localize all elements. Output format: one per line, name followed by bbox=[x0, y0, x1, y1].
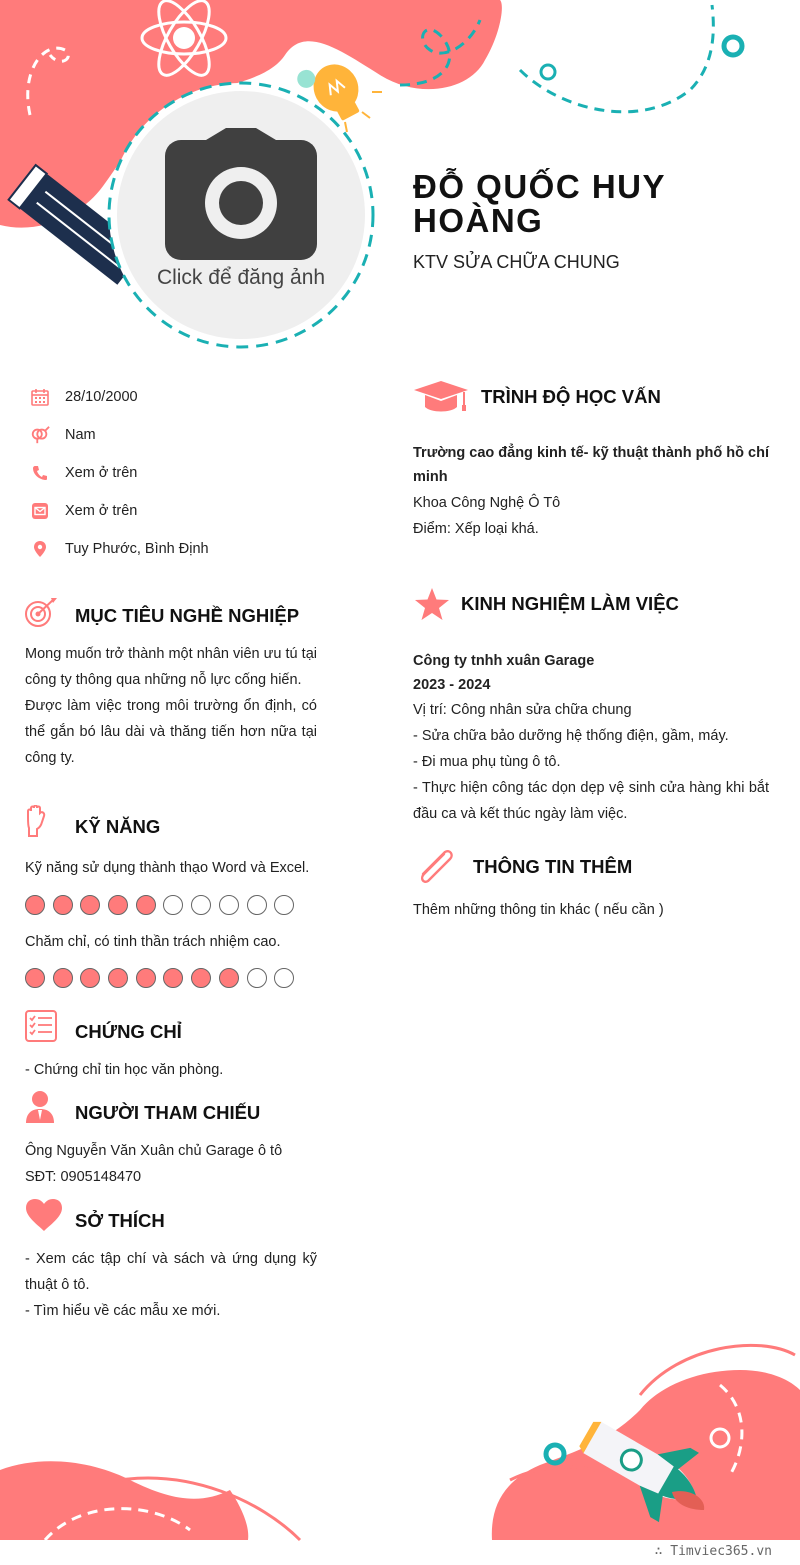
rating-dot-filled bbox=[25, 968, 45, 988]
email-value: Xem ở trên bbox=[65, 503, 138, 519]
rating-dot-filled bbox=[219, 968, 239, 988]
rating-dot-filled bbox=[108, 895, 128, 915]
certificates-text: - Chứng chỉ tin học văn phòng. bbox=[25, 1062, 224, 1078]
gender-value: Nam bbox=[65, 427, 96, 443]
hobby-line: - Xem các tập chí và sách và ứng dụng kỹ thuật ô tô. bbox=[25, 1251, 317, 1293]
address-row bbox=[30, 537, 330, 561]
location-pin-icon bbox=[30, 539, 50, 559]
grade: Điểm: Xếp loại khá. bbox=[413, 521, 539, 537]
gender-icon bbox=[30, 425, 50, 445]
additional-text: Thêm những thông tin khác ( nếu cần ) bbox=[413, 902, 664, 918]
hobbies-title: SỞ THÍCH bbox=[75, 1210, 165, 1231]
rating-dot-filled bbox=[80, 968, 100, 988]
skill-name: Chăm chỉ, có tinh thần trách nhiệm cao. bbox=[25, 934, 281, 950]
work-period: 2023 - 2024 bbox=[413, 677, 491, 693]
email-icon bbox=[30, 501, 50, 521]
rating-dot-empty bbox=[247, 895, 267, 915]
rating-dot-filled bbox=[53, 968, 73, 988]
company-name: Công ty tnhh xuân Garage bbox=[413, 653, 595, 669]
experience-header bbox=[413, 649, 769, 697]
task-line: - Sửa chữa bảo dưỡng hệ thống điện, gầm, máy. bbox=[413, 728, 729, 744]
task-line: - Thực hiện công tác dọn dẹp vệ sinh cửa hàng khi bắt đầu ca và kết thúc ngày làm việc. bbox=[413, 780, 769, 822]
skills-title: KỸ NĂNG bbox=[75, 816, 161, 837]
raised-fist-icon bbox=[25, 805, 47, 842]
rating-dot-filled bbox=[25, 895, 45, 915]
rating-dot-empty bbox=[247, 968, 267, 988]
position: Vị trí: Công nhân sửa chữa chung bbox=[413, 702, 632, 718]
faculty: Khoa Công Nghệ Ô Tô bbox=[413, 495, 561, 511]
job-title: KTV SỬA CHỮA CHUNG bbox=[413, 252, 620, 272]
rating-dot-empty bbox=[274, 895, 294, 915]
camera-icon bbox=[165, 128, 317, 260]
watermark: ∴ Timviec365.vn bbox=[654, 1544, 772, 1559]
rating-dot-filled bbox=[53, 895, 73, 915]
task-line: - Đi mua phụ tùng ô tô. bbox=[413, 754, 561, 770]
address-value: Tuy Phước, Bình Định bbox=[65, 541, 209, 557]
hobbies-text bbox=[25, 1246, 317, 1324]
education-school bbox=[413, 441, 769, 489]
rating-dot-empty bbox=[274, 968, 294, 988]
rating-dot-filled bbox=[136, 895, 156, 915]
objective-text bbox=[25, 641, 317, 771]
upload-photo-button[interactable]: Click để đăng ảnh bbox=[156, 266, 326, 289]
rating-dot-empty bbox=[191, 895, 211, 915]
rating-dot-filled bbox=[136, 968, 156, 988]
certificates-title: CHỨNG CHỈ bbox=[75, 1021, 182, 1042]
reference-line: SĐT: 0905148470 bbox=[25, 1169, 142, 1185]
star-icon bbox=[414, 587, 450, 626]
candidate-name: ĐỖ QUỐC HUY HOÀNG bbox=[413, 168, 666, 239]
skill-name: Kỹ năng sử dụng thành thạo Word và Excel. bbox=[25, 860, 310, 876]
phone-row bbox=[30, 461, 330, 485]
rating-dot-empty bbox=[163, 895, 183, 915]
person-icon bbox=[25, 1090, 55, 1129]
graduation-cap-icon bbox=[413, 380, 469, 419]
paperclip-icon bbox=[416, 846, 458, 893]
teal-ring-icon bbox=[724, 37, 742, 55]
objective-line: Được làm việc trong môi trường ổn định, có thể gắn bó lâu dài và thăng tiến hơn nữa tại công ty. bbox=[25, 698, 317, 766]
additional-title: THÔNG TIN THÊM bbox=[473, 856, 633, 877]
references-title: NGƯỜI THAM CHIẾU bbox=[75, 1102, 261, 1123]
birthday-value: 28/10/2000 bbox=[65, 389, 138, 405]
phone-icon bbox=[30, 463, 50, 483]
skill-rating bbox=[25, 895, 294, 915]
education-title: TRÌNH ĐỘ HỌC VẤN bbox=[481, 386, 661, 407]
experience-details bbox=[413, 697, 769, 827]
references-text bbox=[25, 1138, 325, 1190]
bottom-left-blob bbox=[0, 1461, 248, 1540]
hobby-line: - Tìm hiểu về các mẫu xe mới. bbox=[25, 1303, 221, 1319]
rating-dot-filled bbox=[80, 895, 100, 915]
phone-value: Xem ở trên bbox=[65, 465, 138, 481]
rating-dot-filled bbox=[108, 968, 128, 988]
education-details bbox=[413, 490, 769, 542]
reference-line: Ông Nguyễn Văn Xuân chủ Garage ô tô bbox=[25, 1143, 283, 1159]
school-name: Trường cao đẳng kinh tế- kỹ thuật thành phố hồ chí minh bbox=[413, 445, 769, 485]
gender-row bbox=[30, 423, 330, 447]
rating-dot-filled bbox=[163, 968, 183, 988]
heart-icon bbox=[25, 1198, 63, 1237]
target-icon bbox=[24, 597, 58, 634]
birthday-row bbox=[30, 385, 330, 409]
rating-dot-empty bbox=[219, 895, 239, 915]
rating-dot-filled bbox=[191, 968, 211, 988]
objective-title: MỤC TIÊU NGHỀ NGHIỆP bbox=[75, 605, 300, 626]
calendar-icon bbox=[30, 387, 50, 407]
experience-title: KINH NGHIỆM LÀM VIỆC bbox=[461, 593, 679, 614]
checklist-icon bbox=[25, 1010, 57, 1047]
email-row bbox=[30, 499, 330, 523]
objective-line: Mong muốn trở thành một nhân viên ưu tú tại công ty thông qua những nỗ lực cống hiến. bbox=[25, 646, 317, 688]
skill-rating bbox=[25, 968, 294, 988]
